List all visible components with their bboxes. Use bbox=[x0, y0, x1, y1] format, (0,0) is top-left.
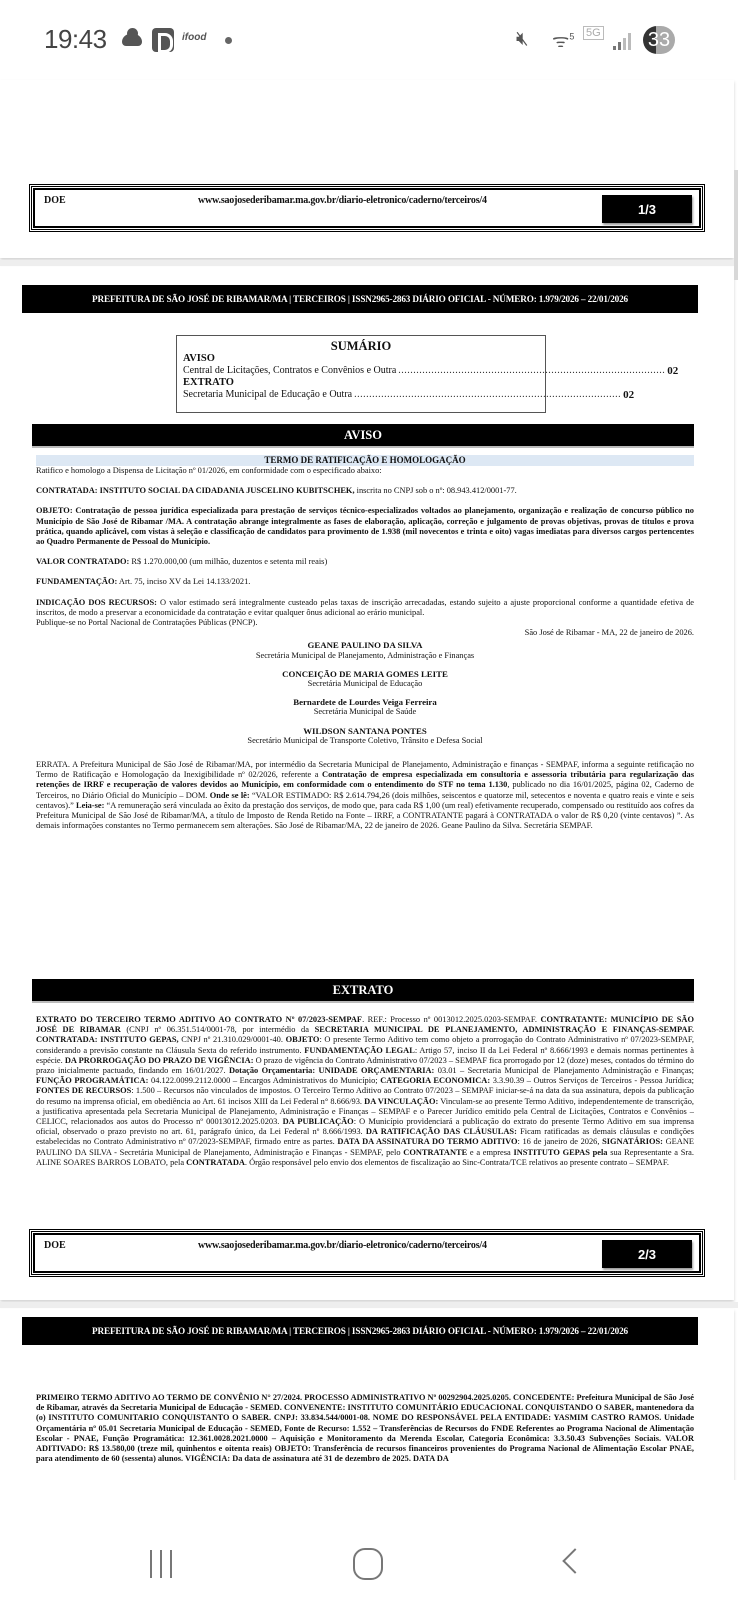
extrato-bold: CONTRATANTE bbox=[403, 1147, 468, 1157]
signal-icon bbox=[613, 32, 633, 50]
extrato-text: . REF.: Processo nº 0013012.2025.0203-SEMPAF. bbox=[362, 1015, 541, 1024]
section-bar-extrato: EXTRATO bbox=[32, 979, 694, 1001]
back-button[interactable] bbox=[562, 1548, 587, 1573]
extrato-text: (CNPJ nº 06.351.514/0001-78, por intermédio da bbox=[120, 1025, 315, 1035]
extrato-bold: SECRETARIA MUNICIPAL DE PLANEJAMENTO, ADMINISTRAÇÃO E FINANÇAS-SEMPAF. CONTRATADA: INSTITUTO GEPAS, bbox=[36, 1025, 695, 1045]
section-bar-aviso: AVISO bbox=[32, 424, 694, 446]
pdf-page-3 bbox=[0, 1309, 734, 1509]
signature-block bbox=[36, 669, 694, 689]
extrato-bold: OBJETO bbox=[285, 1035, 320, 1045]
extrato-text: : 1.500 – Recursos não vinculados de impostos. O Terceiro Termo Aditivo ao Contrato 07/2023 – SEMPAF iniciar-se-á na data da sua assinatura, depois da publicação do resumo na imprensa oficial, em obediência ao Art. 61 incisos XIII da Lei Federal n° 8.666/93. bbox=[36, 1086, 694, 1106]
extrato-text: 04.122.0099.2112.0000 – Encargos Administrativos do Município; bbox=[148, 1076, 381, 1086]
errata-text: “A remuneração será vinculada ao êxito da prestação dos serviços, de modo que, para cada R$ 1,00 (um real) efetivamente recuperado, compensado ou restituído aos cofres da Prefeitura Municipal de São José de Ribamar/MA, a título de Imposto de Renda Retido na Fonte – IRRF, a CONTRATANTE pagará à CONTRATADA o valor de R$ 0,20 (vinte centavos) ”. As demais informações constantes no Termo permanecem sem alterações. São José de Ribamar/MA, 22 de janeiro de 2026. Geane Paulino da Silva. Secretária SEMPAF. bbox=[36, 800, 695, 831]
pdf-page-2 bbox=[0, 267, 734, 1300]
footer-doe: DOE bbox=[44, 195, 66, 206]
summary-box bbox=[176, 335, 679, 413]
summary-item-label: Secretaria Municipal de Educação e Outra bbox=[183, 389, 353, 400]
extrato-text: : O presente Termo Aditivo tem como objeto a prorrogação do Contrato Administrativo nº 07/2023-SEMPAF, considerando a previsão constante na Cláusula Sexta do referido instrumento. bbox=[36, 1035, 694, 1055]
footer-doe: DOE bbox=[44, 1240, 66, 1251]
extrato-text: sua Representante a Sra. ALINE SOARES BARROS LOBATO, pela bbox=[36, 1147, 694, 1167]
errata-bold: Contratação de empresa especializada em consultoria e assessoria tributária para regularização das retenções de IRRF e recuperação de valores devidos ao Município, em conformidade com o entendimento do STF no tema 1.130 bbox=[36, 770, 694, 790]
clock: 19:43 bbox=[44, 24, 107, 54]
fundamentacao-label: FUNDAMENTAÇÃO: bbox=[36, 577, 118, 587]
signatory-role: Secretária Municipal de Saúde bbox=[313, 707, 417, 717]
footer-page-number: 1/3 bbox=[602, 195, 692, 223]
page-separator bbox=[0, 260, 738, 266]
extrato-bold: SIGNATÁRIOS: bbox=[602, 1137, 663, 1147]
pdf-page-1 bbox=[0, 80, 734, 258]
summary-heading: EXTRATO bbox=[183, 377, 234, 388]
contratada-text: inscrita no CNPJ sob o nº: 08.943.412/0001-77. bbox=[354, 486, 517, 496]
page-separator bbox=[0, 1302, 738, 1308]
page-footer bbox=[29, 184, 705, 232]
errata-bold: Leia-se: bbox=[76, 800, 105, 810]
journal-header: PREFEITURA DE SÃO JOSÉ DE RIBAMAR/MA | TERCEIROS | ISSN2965-2863 DIÁRIO OFICIAL - NÚMERO: 1.979/2026 – 22/01/2026 bbox=[22, 1317, 698, 1345]
extrato-bold: DA PUBLICAÇÃO bbox=[282, 1117, 354, 1127]
signature-block bbox=[36, 640, 694, 660]
d-app-icon bbox=[152, 28, 174, 52]
extrato-text: Vinculam-se ao presente Termo Aditivo, independentemente de transcrição, a justificativa apresentada pela Secretaria Municipal de Planejamento, Administração e Finanças – SEMPAF e o Parecer Jurídico emitido pela Central de Licitações, Contratos e Convênios – CELICC, relacionados aos autos do Processo nº 00013012.2025.0203. bbox=[36, 1096, 694, 1127]
status-bar bbox=[0, 0, 738, 80]
extrato-text: : O Município providenciará a publicação do extrato do presente Termo Aditivo em sua imprensa oficial, observado o prazo previsto no art. 61, parágrafo único, da Lei Federal nº 8.666/1993. bbox=[36, 1117, 694, 1137]
extrato-text: : 16 de janeiro de 2026, bbox=[517, 1137, 603, 1147]
extrato-bold: DA PRORROGAÇÃO DO PRAZO DE VIGÊNCIA: bbox=[64, 1055, 254, 1065]
extrato-text: e a empresa bbox=[467, 1147, 514, 1157]
signature-block bbox=[36, 697, 694, 717]
signatory-role: Secretária Municipal de Educação bbox=[307, 679, 423, 689]
errata-text: ERRATA. A Prefeitura Municipal de São José de Ribamar/MA, por intermédio da Secretaria Municipal de Planejamento, Administração e finanças - SEMPAF, informa a seguinte retificação no Termo de Ratificação e Homologação da Inexigibilidade nº 02/2026, referente a bbox=[36, 760, 694, 780]
pdf-viewer[interactable] bbox=[0, 80, 738, 1480]
wifi-label: 5 bbox=[569, 31, 575, 42]
extrato-bold: INSTITUTO GEPAS pela bbox=[513, 1147, 608, 1157]
valor-label: VALOR CONTRATADO: bbox=[36, 557, 130, 567]
summary-item-page: 02 bbox=[623, 389, 635, 401]
ifood-icon: ifood bbox=[182, 32, 207, 43]
recursos-label: INDICAÇÃO DOS RECURSOS: bbox=[36, 597, 157, 607]
extrato-bold: FONTES DE RECURSOS bbox=[36, 1086, 132, 1096]
fundamentacao-text: Art. 75, inciso XV da Lei 14.133/2021. bbox=[117, 577, 251, 587]
signature-block bbox=[36, 726, 694, 746]
extrato-text: : Artigo 57, inciso II da Lei Federal nº 8.666/1993 e demais normas pertinentes à espécie. bbox=[36, 1045, 695, 1065]
errata-text: “VALOR ESTIMADO: R$ 2.614.794,26 (dois milhões, seiscentos e quatorze mil, setecentos e noventa e quatro reais e vinte e seis centavos).” bbox=[36, 790, 695, 810]
extrato-bold: CONTRATANTE: MUNICÍPIO DE SÃO JOSÉ DE RIBAMAR bbox=[36, 1015, 694, 1035]
ratification-title: TERMO DE RATIFICAÇÃO E HOMOLOGAÇÃO bbox=[36, 455, 694, 466]
extrato-bold: FUNDAMENTAÇÃO LEGAL bbox=[304, 1045, 415, 1055]
cloud-icon bbox=[122, 34, 142, 46]
fundamentacao-paragraph bbox=[36, 577, 694, 587]
extrato-bold: DA RATIFICAÇÃO DAS CLÁUSULAS: bbox=[365, 1127, 517, 1137]
scrollbar[interactable] bbox=[734, 170, 738, 280]
footer-url[interactable]: www.saojosederibamar.ma.gov.br/diario-eletronico/caderno/terceiros/4 bbox=[198, 195, 487, 206]
place-date: São José de Ribamar - MA, 22 de janeiro de 2026. bbox=[524, 628, 694, 638]
notification-dot-icon bbox=[225, 37, 232, 44]
extrato-bold: FUNÇÃO PROGRAMÁTICA: bbox=[36, 1076, 149, 1086]
extrato-bold: Dotação Orçamentaria: UNIDADE ORÇAMENTARIA: bbox=[228, 1066, 435, 1076]
signatory-name: CONCEIÇÃO DE MARIA GOMES LEITE bbox=[282, 668, 448, 679]
extrato-text: . Órgão responsável pelo envio dos elementos de fiscalização ao Sinc-Contrata/TCE relativos ao presente contrato – SEMPAF. bbox=[244, 1157, 669, 1167]
recent-apps-button[interactable] bbox=[148, 1550, 178, 1578]
summary-item[interactable] bbox=[183, 365, 679, 377]
extrato-text: CNPJ nº 21.310.029/0001-40. bbox=[178, 1035, 286, 1045]
leader-dots: ......................................................................................... bbox=[398, 365, 666, 376]
errata-paragraph bbox=[36, 760, 694, 831]
signatory-name: GEANE PAULINO DA SILVA bbox=[307, 640, 423, 651]
extrato-text: Ficam ratificadas as demais cláusulas e condições estabelecidas no Contrato Administrativo nº 07/2023-SEMPAF, firmado entre as partes. bbox=[36, 1127, 694, 1147]
extrato-bold: CONTRATADA bbox=[186, 1157, 245, 1167]
errata-text: , publicado no dia 16/01/2025, página 02, Caderno de Terceiros, no Diário Oficial do Município – DOM. bbox=[36, 780, 694, 800]
convenio-paragraph: PRIMEIRO TERMO ADITIVO AO TERMO DE CONVÊNIO N° 27/2024. PROCESSO ADMINISTRATIVO Nº 00292904.2025.0205. CONCEDENTE: Prefeitura Municipal de São José de Ribamar, através da Secretaria Municipal de Educação - SEMED. CONVENENTE: INSTITUTO COMUNITÁRIO EDUCACIONAL CONQUISTANDO O SABER, mantenedora da (o) INSTITUTO COMUNITARIO CONQUISTANTO O SABER. CNPJ: 33.834.544/0001-08. NOME DO RESPONSÁVEL PELA ENTIDADE: YASMIM CASTRO RAMOS. Unidade Orçamentária nº 05.01 Secretaria Municipal de Educação - SEMED, Fonte de Recurso: 1.552 – Transferências de Recursos do FNDE Referentes ao Programa Nacional de Alimentação Escolar - PNAE, Função Programática: 12.361.0028.2021.0000 – Aquisição e Monitoramento da Merenda Escolar, Categoria Econômica: 3.3.50.43 Subvenções Sociais. VALOR ADITIVADO: R$ 13.580,00 (treze mil, quinhentos e oitenta reais) OBJETO: Transferência de recursos financeiros provenientes do Programa Nacional de Alimentação Escolar PNAE, para atendimento de 60 (sessenta) alunos. VIGÊNCIA: Da data de assinatura até 31 de dezembro de 2025. DATA DA bbox=[36, 1393, 694, 1464]
publique-text: Publique-se no Portal Nacional de Contratações Públicas (PNCP). bbox=[36, 618, 258, 628]
extrato-bold: CATEGORIA ECONOMICA: bbox=[380, 1076, 491, 1086]
extrato-text: O prazo de vigência do Contrato Administrativo 07/2023 – SEMPAF fica prorrogado por 12 (doze) meses, contados do término do prazo inicialmente pactuado, findando em 16/01/2027. bbox=[36, 1055, 694, 1076]
summary-item-label: Central de Licitações, Contratos e Convênios e Outra bbox=[183, 365, 397, 376]
extrato-text: 3.3.90.39 – Outros Serviços de Terceiros - Pessoa Jurídica; bbox=[490, 1076, 695, 1086]
signatory-name: WILDSON SANTANA PONTES bbox=[303, 725, 427, 736]
footer-url[interactable]: www.saojosederibamar.ma.gov.br/diario-eletronico/caderno/terceiros/4 bbox=[198, 1240, 487, 1251]
page-footer bbox=[29, 1229, 705, 1277]
contratada-label: CONTRATADA: INSTITUTO SOCIAL DA CIDADANIA JUSCELINO KUBITSCHEK, bbox=[36, 486, 355, 496]
extrato-paragraph bbox=[36, 1015, 694, 1168]
summary-title: SUMÁRIO bbox=[330, 339, 392, 353]
signatory-role: Secretário Municipal de Transporte Coletivo, Trânsito e Defesa Social bbox=[247, 735, 483, 745]
objeto-paragraph: OBJETO: Contratação de pessoa jurídica especializada para prestação de serviços técnico-especializados voltados ao planejamento, organização e realização de concurso público no Município de São José de Ribamar /MA. A contratação abrange integralmente as fases de elaboração, aplicação, correção e julgamento de provas objetivas, provas de títulos e prova prática, quando aplicável, com vistas à seleção e classificação de candidatos para provimento de 1.938 (mil novecentos e trinta e oito) vagas imediatas para diversos cargos pertencentes ao Quadro Permanente de Pessoal do Município. bbox=[36, 506, 694, 547]
extrato-text: 03.01 – Secretaria Municipal de Planejamento Administração e Finanças; bbox=[434, 1066, 694, 1076]
mute-icon: 🔇︎ bbox=[516, 28, 529, 50]
summary-heading: AVISO bbox=[183, 353, 215, 364]
leader-dots: ......................................................................................... bbox=[354, 389, 622, 400]
ratification-body bbox=[36, 466, 694, 841]
errata-bold: Onde se lê: bbox=[209, 790, 250, 800]
valor-paragraph bbox=[36, 557, 694, 567]
5g-icon: 5G bbox=[583, 26, 604, 40]
wifi-icon: ᯤ$^5$ bbox=[552, 31, 575, 52]
summary-item[interactable] bbox=[183, 389, 635, 401]
extrato-text: GEANE PAULINO DA SILVA - Secretária Municipal de Planejamento, Administração e Finanças - SEMPAF, pelo bbox=[36, 1137, 694, 1157]
signatory-name: Bernardete de Lourdes Veiga Ferreira bbox=[293, 697, 437, 708]
journal-header: PREFEITURA DE SÃO JOSÉ DE RIBAMAR/MA | TERCEIROS | ISSN2965-2863 DIÁRIO OFICIAL - NÚMERO: 1.979/2026 – 22/01/2026 bbox=[22, 285, 698, 313]
summary-item-page: 02 bbox=[667, 365, 679, 377]
valor-text: R$ 1.270.000,00 (um milhão, duzentos e setenta mil reais) bbox=[129, 557, 328, 567]
extrato-bold: DATA DA ASSINATURA DO TERMO ADITIVO bbox=[337, 1137, 518, 1147]
battery-icon: 33 bbox=[643, 26, 675, 54]
ratification-intro: Ratifico e homologo a Dispensa de Licitação nº 01/2026, em conformidade com o especificado abaixo: bbox=[36, 466, 382, 475]
recursos-paragraph bbox=[36, 598, 694, 618]
signatory-role: Secretária Municipal de Planejamento, Administração e Finanças bbox=[255, 650, 475, 660]
extrato-bold: DA VINCULAÇÃO: bbox=[364, 1096, 439, 1106]
recursos-text: O valor estimado será integralmente custeado pelas taxas de inscrição arrecadadas, estando sujeito a ajuste proporcional conforme a quantidade efetiva de inscritos, de modo a preservar a economicidade da contratação e evitar qualquer ônus adicional ao erário municipal. bbox=[36, 597, 694, 617]
home-button[interactable] bbox=[353, 1548, 383, 1580]
footer-page-number: 2/3 bbox=[602, 1240, 692, 1268]
extrato-bold: EXTRATO DO TERCEIRO TERMO ADITIVO AO CONTRATO Nº 07/2023-SEMPAF bbox=[36, 1015, 363, 1024]
navigation-bar bbox=[0, 1480, 738, 1600]
extrato-body bbox=[36, 1015, 694, 1178]
contratada-paragraph bbox=[36, 486, 694, 496]
